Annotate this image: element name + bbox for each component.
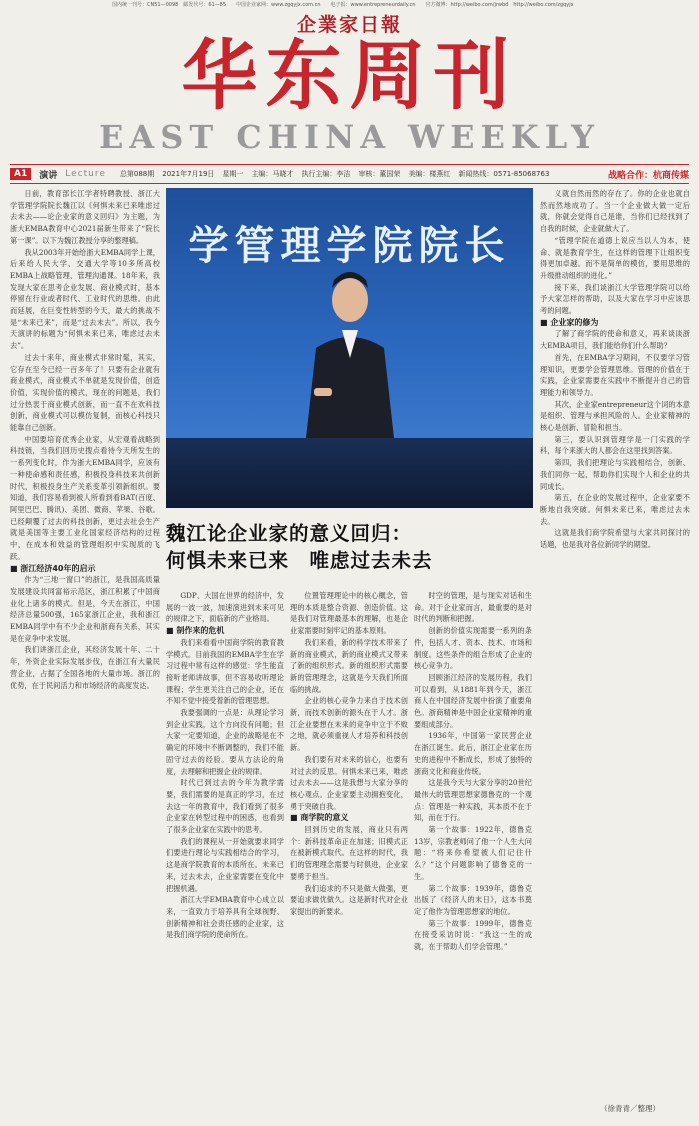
paragraph: GDP、大国在世界的经济中，发展的一波一波，加速演进到未来可见的规律之下，面临新的产业格局。 <box>166 591 284 624</box>
paragraph: 这是我今天与大家分享的20世纪最伟大的管理思想家德鲁克的一个观点：管理是一种实践，其本质不在于知，而在于行。 <box>414 778 532 823</box>
reviewer: 审核：董国荣 <box>358 170 401 178</box>
page-number: A1 <box>10 168 31 180</box>
paragraph: 企业的核心竞争力来自于技术创新，而技术创新的源头在于人才。浙江企业要想在未来的竞争中立于不败之地，就必须重视人才培养和科技创新。 <box>290 696 408 753</box>
masthead-title: 华东周刊 <box>181 31 518 120</box>
paragraph: 接下来，我们谈浙江大学管理学院可以给予大家怎样的帮助，以及大家在学习中应该思考的问题。 <box>540 282 690 316</box>
news-hotline: 新闻热线：0571-85068763 <box>458 170 550 178</box>
paragraph: 过去十来年，商业模式非常时髦，其实，它存在至今已经一百多年了！只要有企业就有商业模式，商业模式不单就是发现价值，创造价值，实现价值的模式，现在的问题是，我们过分热衷于商业模式创新，而一直不在欢科技创新，商业模式可以模仿复制，而核心科技只能靠自己创新。 <box>10 352 160 433</box>
editor-credit: （徐青青／整理） <box>600 1104 660 1113</box>
issue-number: 总第088期 <box>119 170 155 178</box>
strategic-partner: 战略合作：杭商传媒 <box>607 170 689 181</box>
divider <box>10 183 689 184</box>
paragraph: 第五，在企业的发展过程中，企业家要不断地自我突破。何惧未来已来，唯虑过去未去。 <box>540 493 690 526</box>
banner-text: 学管理学院院长 <box>188 223 511 269</box>
issue-date: 2021年7月19日 <box>162 170 215 178</box>
paragraph: 时代已到过去的今年为教学需要，我们需要的是真正的学习，在过去这一年的教育中，我们看到了很多企业家在转型过程中的困惑，也看到了很多企业家在实践中的思考。 <box>166 778 284 835</box>
top-info-bar <box>0 0 699 9</box>
paragraph: 这就是我们商学院希望与大家共同探讨的话题，也是我对各位新同学的期望。 <box>540 528 690 550</box>
paragraph: 位置管理理论中的核心概念，管理的本质是整合资源、创造价值。这是我们对管理最基本的理解，也是企业家需要时刻牢记的基本原则。 <box>290 591 408 636</box>
paragraph: 其次，企业家entrepreneur这个词的本意是组织、管理与承担风险的人。企业家精神的核心是创新、冒险和担当。 <box>540 399 690 433</box>
paragraph: 我们追求的不只是做大做强，更要追求做优做久。这是新时代对企业家提出的新要求。 <box>290 883 408 916</box>
headline-line: 何惧未来已来 唯虑过去未去 <box>166 549 433 572</box>
section-name: 演讲 <box>39 170 58 181</box>
paragraph: 了解了商学院的使命和意义，再来谈谈浙大EMBA项目，我们能给你们什么帮助？ <box>540 329 690 351</box>
paragraph: 我要强调的一点是：从理论学习到企业实践，这个方向没有问题；但大家一定要知道，企业的战略是在不确定的环境中不断调整的，我们不能固守过去的经验。要从方法论的角度，去理解和把握企业的规律。 <box>166 708 284 776</box>
subheading: ■ 浙江经济40年的启示 <box>10 563 96 573</box>
article-column-5 <box>540 188 690 1093</box>
headline-line: 魏江论企业家的意义回归： <box>166 522 413 545</box>
paragraph: 创新的价值实现需要一系列的条件，包括人才、资本、技术、市场和制度。这些条件的组合形成了企业的核心竞争力。 <box>414 626 532 671</box>
executive-editor: 执行主编：李洁 <box>301 170 351 178</box>
article-column-4 <box>414 590 532 1110</box>
paragraph: 回到历史的发展，商业只有两个：新科技革命正在加速；旧模式正在被新模式取代。在这样的时代，我们的管理理念需要与时俱进，企业家要勇于担当。 <box>290 825 408 881</box>
issue-weekday: 星期一 <box>222 170 244 178</box>
top-info-item: 国内统一刊号：CN51—0098 邮发代号：61—85 <box>112 2 227 8</box>
paragraph: 回顾浙江经济的发展历程，我们可以看到，从1881年到今天，浙江商人在中国经济发展中扮演了重要角色。浙商精神是中国企业家精神的重要组成部分。 <box>414 672 532 729</box>
paragraph: 1936年，中国第一家民营企业在浙江诞生。此后，浙江企业家在历史的进程中不断成长，形成了独特的浙商文化和商业传统。 <box>414 731 532 776</box>
paragraph: 我们要有对未来的信心，也要有对过去的反思。何惧未来已来，唯虑过去未去——这是我想与大家分享的核心观点。企业家要主动拥抱变化，勇于突破自我。 <box>290 754 408 811</box>
chief-editor: 主编：马晓才 <box>251 170 294 178</box>
section-name-en: Lecture <box>65 169 106 179</box>
top-info-item[interactable]: 中国企业家网：www.zgqyjx.com.cn <box>236 2 321 8</box>
paragraph: 作为“三地一窗口”的浙江，是我国高质量发展建设共同富裕示范区，浙江积累了中国商业化上诸多的模式。但是，今天在浙江，中国经济总量500强，165家浙江企业，我和浙江EMBA同学中有不少企业和浙商有关系，其实是在竞争中求发展。 <box>10 575 160 643</box>
paragraph: 第四，我们把理论与实践相结合，创新、我们同你一起，帮助你们实现个人和企业的共同成长。 <box>540 458 690 491</box>
top-info-item[interactable]: 官方微博：http://weibo.com/jrwbd http://weibo.com/zgqyjx <box>425 2 574 8</box>
paragraph: 我们来看看中国商学院的教育教学模式。目前我国的EMBA学生在学习过程中常有这样的感觉：学生能直接听老师讲故事，但不容易收听理论课程；学生更关注自己的企业，还在不知不觉中接受着新的管理思想。 <box>166 637 284 706</box>
paragraph: 我从2003年开始给浙大EMBA同学上课，后来给人民大学、交通大学等10多所高校EMBA上战略管理、管理沟通课。18年来，我发现大家在思考企业发展、商业模式时，基本停留在行业或者时代、工业时代的思维。由此而延展，在巨变性转型的今天，最大的挑战不是“未来已来”，而是“过去未去”。所以，我今天演讲的标题为“何惧未来已来，唯虑过去未去”。 <box>10 247 160 351</box>
top-info-item[interactable]: 电子报：www.entrepreneurdaily.cn <box>330 2 416 8</box>
paragraph: 第三个故事：1999年，德鲁克在接受采访时说：“我这一生的成就，在于帮助人们学会管理。” <box>414 918 532 952</box>
masthead-subtitle: EAST CHINA WEEKLY <box>99 118 600 156</box>
paragraph: 首先，在EMBA学习期间，不仅要学习管理知识，更要学会管理思维。管理的价值在于实践，企业家需要在实践中不断提升自己的管理能力和领导力。 <box>540 352 690 397</box>
art-editor: 美编：楼燕红 <box>408 170 451 178</box>
paragraph: 日前，教育部长江学者特聘教授、浙江大学管理学院院长魏江以《何惧未来已来唯虑过去未去——论企业家的意义回归》为主题，为浙大EMBA教育中心2021届新生带来了“院长第一课”。以下为魏江教授分享的整理稿。 <box>10 189 160 245</box>
paragraph: 第二个故事：1939年，德鲁克出版了《经济人的末日》，这本书奠定了他作为管理思想家的地位。 <box>414 883 532 916</box>
paragraph: “管理学院在道德上说应当以人为本，使命、就是教育学生，在这样的管理下让组织变得更加卓越。而不是简单的模仿，要用思维的升级推动组织的进化。” <box>540 235 690 280</box>
paragraph: 第一个故事：1922年，德鲁克13岁，宗教老师问了他一个人生大问题：“将来你希望被人们记住什么？”这个问题影响了德鲁克的一生。 <box>414 825 532 881</box>
issue-info-bar <box>10 166 689 182</box>
article-column-2 <box>166 590 284 1110</box>
divider <box>10 164 689 165</box>
subheading: ■ 商学院的意义 <box>290 813 349 823</box>
paragraph: 我们讲浙江企业，其经济发展十年、二十年，外资企业实际发展步伐，在浙江有大量民营企业，占据了全国各地的大量市场。浙江的优势，在于民间活力和市场经济的高度发达。 <box>10 645 160 690</box>
paragraph: 中国要培育优秀企业家，从宏观看战略到科技链，当我们回历史搜点看待今天所发生的一系列变化时，作为浙大EMBA同学，应该有一种使命感和责任感，积极投身科技来共创新时代，积极投身生产关系变革引领新组织。要知道，我们容易看到被人所看到看BAT(百度、阿里巴巴、腾讯)、美团、微商、苹果、谷歌。已经颠覆了过去的科技创新，更过去社会生产就是美国等主要工业化国家经济结构的过程中，在成本和效益的管理组织中实现质的飞跃。 <box>10 434 160 561</box>
subheading: ■ 制作来的危机 <box>166 626 225 636</box>
stage-floor <box>166 438 533 508</box>
article-headline <box>166 520 533 574</box>
paragraph: 我们的课程从一开始就要求同学们要进行理论与实践相结合的学习，这是商学院教育的本质所在。未来已来，过去未去，企业家需要在变化中把握机遇。 <box>166 836 284 893</box>
article-photo <box>166 188 533 508</box>
paragraph: 义就自然而然的存在了。你的企业也就自然而然地成功了。当一个企业做大做一定后就，你就会觉得自己是谁，当你们已经找到了自我的时候，企业就做大了。 <box>540 189 690 234</box>
paragraph: 我们来看，新的科学技术带来了新的商业模式，新的商业模式又带来了新的组织形式。新的组织形式需要新的管理理念，这就是今天我们所面临的挑战。 <box>290 637 408 694</box>
article-column-1 <box>10 188 160 1108</box>
article-column-3 <box>290 590 408 1110</box>
subheading: ■ 企业家的修为 <box>540 317 599 327</box>
paragraph: 浙江大学EMBA教育中心成立以来，一直致力于培养具有全球视野、创新精神和社会责任感的企业家，这是我们商学院的使命所在。 <box>166 895 284 940</box>
newspaper-logo: 企業家日報 <box>296 14 402 36</box>
paragraph: 第三，要认识到管理学是一门实践的学科，每个来浙大的人都会在这里找到答案。 <box>540 434 690 456</box>
paragraph: 时空的管理，是与现实对话和生命。对于企业家而言，最重要的是对时代的判断和把握。 <box>414 591 532 624</box>
